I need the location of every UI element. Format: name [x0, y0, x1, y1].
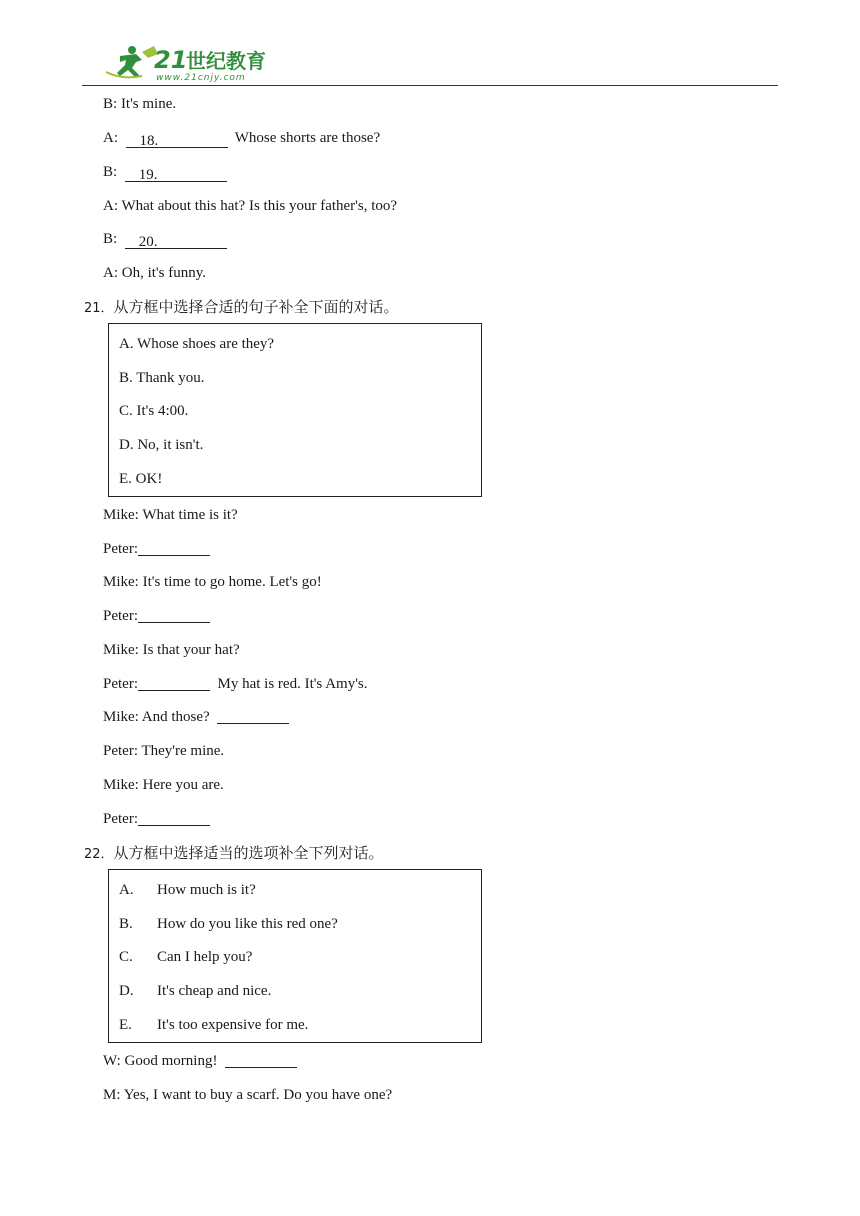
option-e: E. It's too expensive for me.: [119, 1017, 309, 1033]
dialog-line: [103, 162, 227, 182]
answer-blank-20[interactable]: 20.: [125, 232, 227, 249]
svg-text:世纪教育: 世纪教育: [186, 49, 266, 73]
speaker-label: Mike:: [103, 642, 139, 658]
answer-blank[interactable]: [138, 809, 210, 826]
dialog-text: It's time to go home. Let's go!: [142, 574, 322, 590]
speaker-label: A:: [103, 265, 118, 281]
dialog-text: Here you are.: [142, 777, 224, 793]
speaker-label: M:: [103, 1087, 121, 1103]
dialog-line: [103, 263, 206, 283]
dialog-line: [103, 707, 289, 727]
speaker-label: Mike:: [103, 507, 139, 523]
dialog-line: [103, 94, 176, 114]
dialog-line: [103, 572, 322, 592]
answer-blank[interactable]: [138, 674, 210, 691]
speaker-label: Peter:: [103, 608, 138, 624]
speaker-label: Mike:: [103, 574, 139, 590]
answer-blank-18[interactable]: 18.: [126, 131, 228, 148]
dialog-line: [103, 539, 210, 559]
speaker-label: Peter:: [103, 811, 138, 827]
speaker-label: Mike:: [103, 709, 139, 725]
dialog-text: Yes, I want to buy a scarf. Do you have one?: [123, 1087, 393, 1103]
dialog-text: Good morning!: [124, 1053, 218, 1069]
dialog-text: They're mine.: [141, 743, 225, 759]
dialog-text: What about this hat? Is this your father's, too?: [121, 198, 398, 214]
speaker-label: B:: [103, 164, 118, 180]
speaker-label: W:: [103, 1053, 121, 1069]
question-number: 22．: [84, 847, 114, 862]
q21-options-box: [108, 323, 482, 497]
dialog-line: [103, 606, 210, 626]
option-b: B. How do you like this red one?: [119, 916, 338, 932]
speaker-label: Peter:: [103, 743, 138, 759]
header-divider: [82, 85, 778, 86]
question-instruction: 从方框中选择合适的句子补全下面的对话。: [113, 298, 399, 316]
speaker-label: A:: [103, 130, 118, 146]
svg-text:21: 21: [154, 46, 188, 74]
answer-blank[interactable]: [225, 1051, 297, 1068]
answer-blank-19[interactable]: 19.: [125, 165, 227, 182]
dialog-text: And those?: [141, 709, 210, 725]
speaker-label: B:: [103, 96, 118, 112]
dialog-text: Whose shorts are those?: [234, 130, 381, 146]
option-c: C. It's 4:00.: [119, 403, 189, 419]
dialog-line: [103, 196, 397, 216]
speaker-label: B:: [103, 231, 118, 247]
dialog-line: [103, 741, 224, 761]
option-a: A. How much is it?: [119, 882, 256, 898]
dialog-text: What time is it?: [142, 507, 238, 523]
dialog-line: [103, 505, 238, 525]
option-d: D. No, it isn't.: [119, 437, 204, 453]
option-a: A. Whose shoes are they?: [119, 336, 275, 352]
dialog-line: [103, 128, 380, 148]
question-instruction: 从方框中选择适当的选项补全下列对话。: [113, 844, 384, 862]
dialog-line: [103, 640, 240, 660]
dialog-line: [103, 674, 368, 694]
answer-blank[interactable]: [217, 707, 289, 724]
answer-blank[interactable]: [138, 539, 210, 556]
question-22-title: [84, 843, 384, 865]
speaker-label: Peter:: [103, 676, 138, 692]
site-logo: [102, 42, 292, 82]
dialog-text: Is that your hat?: [142, 642, 240, 658]
dialog-line: [103, 1051, 297, 1071]
speaker-label: Mike:: [103, 777, 139, 793]
dialog-line: [103, 1085, 392, 1105]
option-b: B. Thank you.: [119, 370, 205, 386]
svg-text:www.21cnjy.com: www.21cnjy.com: [156, 73, 246, 82]
runner-logo-icon: [102, 42, 292, 82]
dialog-line: [103, 775, 224, 795]
page-header: [82, 40, 778, 86]
q22-options-box: [108, 869, 482, 1043]
dialog-line: [103, 809, 210, 829]
dialog-text: My hat is red. It's Amy's.: [217, 676, 368, 692]
dialog-text: It's mine.: [120, 96, 177, 112]
question-number: 21．: [84, 301, 114, 316]
dialog-line: [103, 229, 227, 249]
option-e: E. OK!: [119, 471, 163, 487]
option-c: C. Can I help you?: [119, 949, 253, 965]
option-d: D. It's cheap and nice.: [119, 983, 272, 999]
speaker-label: A:: [103, 198, 118, 214]
question-21-title: [84, 297, 399, 319]
dialog-text: Oh, it's funny.: [121, 265, 206, 281]
speaker-label: Peter:: [103, 541, 138, 557]
answer-blank[interactable]: [138, 606, 210, 623]
